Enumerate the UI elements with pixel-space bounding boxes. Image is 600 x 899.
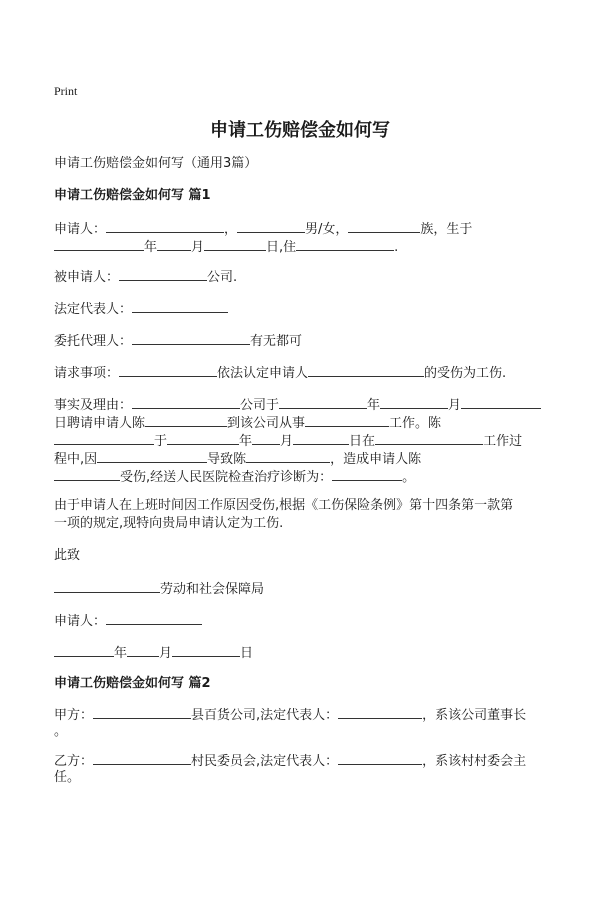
request-label: 请求事项： (54, 366, 120, 381)
print-label[interactable]: Print (54, 84, 78, 98)
bureau-blank[interactable] (54, 578, 160, 593)
text: 月 (280, 434, 294, 449)
party-b-label: 乙方： (54, 754, 94, 769)
text: 。 (402, 470, 416, 485)
facts-label: 事实及理由： (54, 398, 133, 413)
party-a-line (54, 704, 526, 726)
agent-suffix: 有无都可 (250, 334, 303, 349)
respondent-label: 被申请人： (54, 270, 120, 285)
party-a-company: 县百货公司,法定代表人： (191, 708, 339, 723)
blank[interactable] (461, 394, 541, 409)
blank[interactable] (54, 466, 120, 481)
respondent-line (54, 266, 237, 288)
party-a-blank[interactable] (93, 704, 191, 719)
section1-heading: 申请工伤赔偿金如何写 篇1 (54, 188, 211, 203)
blank[interactable] (305, 412, 389, 427)
blank[interactable] (380, 394, 448, 409)
text: 工作。陈 (389, 416, 442, 431)
applicant-line-2 (54, 236, 398, 258)
date-year-blank[interactable] (54, 642, 114, 657)
request-text-a: 依法认定申请人 (217, 366, 309, 381)
party-b-company: 村民委员会,法定代表人： (191, 754, 339, 769)
signature-label: 申请人： (54, 614, 107, 629)
section2-heading: 申请工伤赔偿金如何写 篇2 (54, 676, 211, 691)
respondent-suffix: 公司. (207, 270, 238, 285)
party-b-end: 任。 (54, 770, 81, 785)
ethnicity-blank[interactable] (348, 218, 420, 233)
comma: ， (224, 222, 238, 237)
request-blank-1[interactable] (119, 362, 217, 377)
document-title: 申请工伤赔偿金如何写 (210, 120, 390, 141)
party-b-line (54, 750, 526, 772)
year-label: 年 (114, 646, 128, 661)
party-b-blank[interactable] (93, 750, 191, 765)
birth-year-blank[interactable] (54, 236, 144, 251)
sex-label: 男/女， (305, 222, 349, 237)
day-label: 日 (240, 646, 254, 661)
text: 导致陈 (207, 452, 247, 467)
text: 月 (448, 398, 462, 413)
date-month-blank[interactable] (127, 642, 159, 657)
applicant-name-blank[interactable] (106, 218, 224, 233)
agent-label: 委托代理人： (54, 334, 133, 349)
month-label: 月 (159, 646, 173, 661)
text: 公司于 (240, 398, 280, 413)
period: . (394, 240, 399, 255)
ethnicity-label: 族，生于 (420, 222, 473, 237)
legal-rep-label: 法定代表人： (54, 302, 133, 317)
signature-line (54, 610, 202, 632)
blank[interactable] (132, 394, 240, 409)
party-a-rep-blank[interactable] (338, 704, 422, 719)
blank[interactable] (293, 430, 349, 445)
diagnosis-blank[interactable] (332, 466, 402, 481)
party-a-label: 甲方： (54, 708, 94, 723)
bureau-line (54, 578, 264, 600)
blank[interactable] (167, 430, 239, 445)
blank[interactable] (252, 430, 280, 445)
birth-month-blank[interactable] (157, 236, 191, 251)
text: 工作过 (483, 434, 523, 449)
text: 日聘请申请人陈 (54, 416, 146, 431)
blank[interactable] (97, 448, 207, 463)
text: 到该公司从事 (227, 416, 306, 431)
request-line (54, 362, 506, 384)
legal-rep-line (54, 298, 228, 320)
text: 日在 (349, 434, 376, 449)
blank[interactable] (246, 448, 330, 463)
signature-blank[interactable] (106, 610, 202, 625)
blank[interactable] (54, 430, 154, 445)
party-b-role: ，系该村村委会主 (422, 754, 527, 769)
month-label: 月 (191, 240, 205, 255)
reason-line-1: 由于申请人在上班时间因工作原因受伤,根据《工伤保险条例》第十四条第一款第 (54, 498, 514, 513)
text: 年 (367, 398, 381, 413)
date-day-blank[interactable] (172, 642, 240, 657)
legal-rep-blank[interactable] (132, 298, 228, 313)
blank[interactable] (375, 430, 483, 445)
party-a-role: ，系该公司董事长 (422, 708, 527, 723)
text: 受伤,经送人民医院检查治疗诊断为： (120, 470, 333, 485)
text: ，造成申请人陈 (330, 452, 422, 467)
reason-line-2: 一项的规定,现特向贵局申请认定为工伤. (54, 516, 284, 531)
agent-line (54, 330, 302, 352)
birth-day-blank[interactable] (204, 236, 266, 251)
date-line (54, 642, 253, 664)
facts-line-5 (54, 466, 415, 488)
day-label: 日,住 (266, 240, 297, 255)
text: 年 (239, 434, 253, 449)
blank[interactable] (237, 218, 305, 233)
address-blank[interactable] (296, 236, 394, 251)
document-subtitle: 申请工伤赔偿金如何写（通用3篇） (54, 156, 258, 171)
applicant-label: 申请人： (54, 222, 107, 237)
blank[interactable] (279, 394, 367, 409)
blank[interactable] (145, 412, 227, 427)
year-label: 年 (144, 240, 158, 255)
party-a-end: 。 (54, 724, 68, 739)
request-text-b: 的受伤为工伤. (424, 366, 507, 381)
text: 于 (154, 434, 168, 449)
salutation: 此致 (54, 548, 81, 563)
text: 程中,因 (54, 452, 98, 467)
bureau-name: 劳动和社会保障局 (160, 582, 265, 597)
agent-blank[interactable] (132, 330, 250, 345)
respondent-blank[interactable] (119, 266, 207, 281)
party-b-rep-blank[interactable] (338, 750, 422, 765)
request-blank-2[interactable] (308, 362, 424, 377)
